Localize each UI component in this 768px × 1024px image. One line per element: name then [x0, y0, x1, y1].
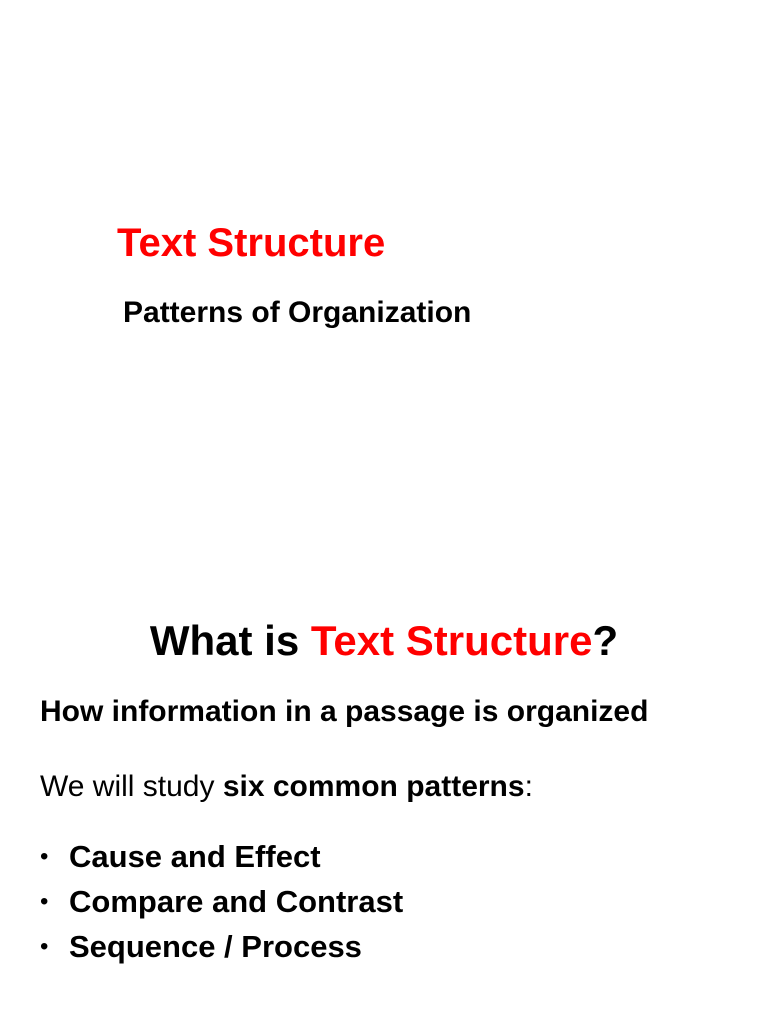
- list-item: [40, 928, 403, 973]
- slide-subtitle: Patterns of Organization: [123, 296, 472, 329]
- list-item-label: Sequence / Process: [69, 929, 362, 964]
- definition-text: How information in a passage is organized: [40, 695, 649, 728]
- list-item-label: Cause and Effect: [69, 839, 321, 874]
- list-item: [40, 883, 403, 928]
- intro-bold: six common patterns: [222, 770, 525, 803]
- question-prefix: What is: [149, 617, 311, 664]
- intro-prefix: We will study: [40, 770, 223, 803]
- question-suffix: ?: [592, 617, 619, 664]
- list-item: [40, 838, 403, 883]
- list-item-label: Compare and Contrast: [69, 884, 404, 919]
- pattern-list: [40, 838, 403, 973]
- bullet-icon: •: [40, 843, 49, 870]
- intro-text: [40, 769, 533, 805]
- question-highlight: Text Structure: [310, 617, 593, 664]
- slide-question-heading: [0, 616, 768, 666]
- intro-suffix: :: [524, 770, 533, 803]
- bullet-icon: •: [40, 933, 49, 960]
- slide-definition: [0, 590, 768, 1024]
- slide-title-heading: Text Structure: [117, 221, 386, 265]
- bullet-icon: •: [40, 888, 49, 915]
